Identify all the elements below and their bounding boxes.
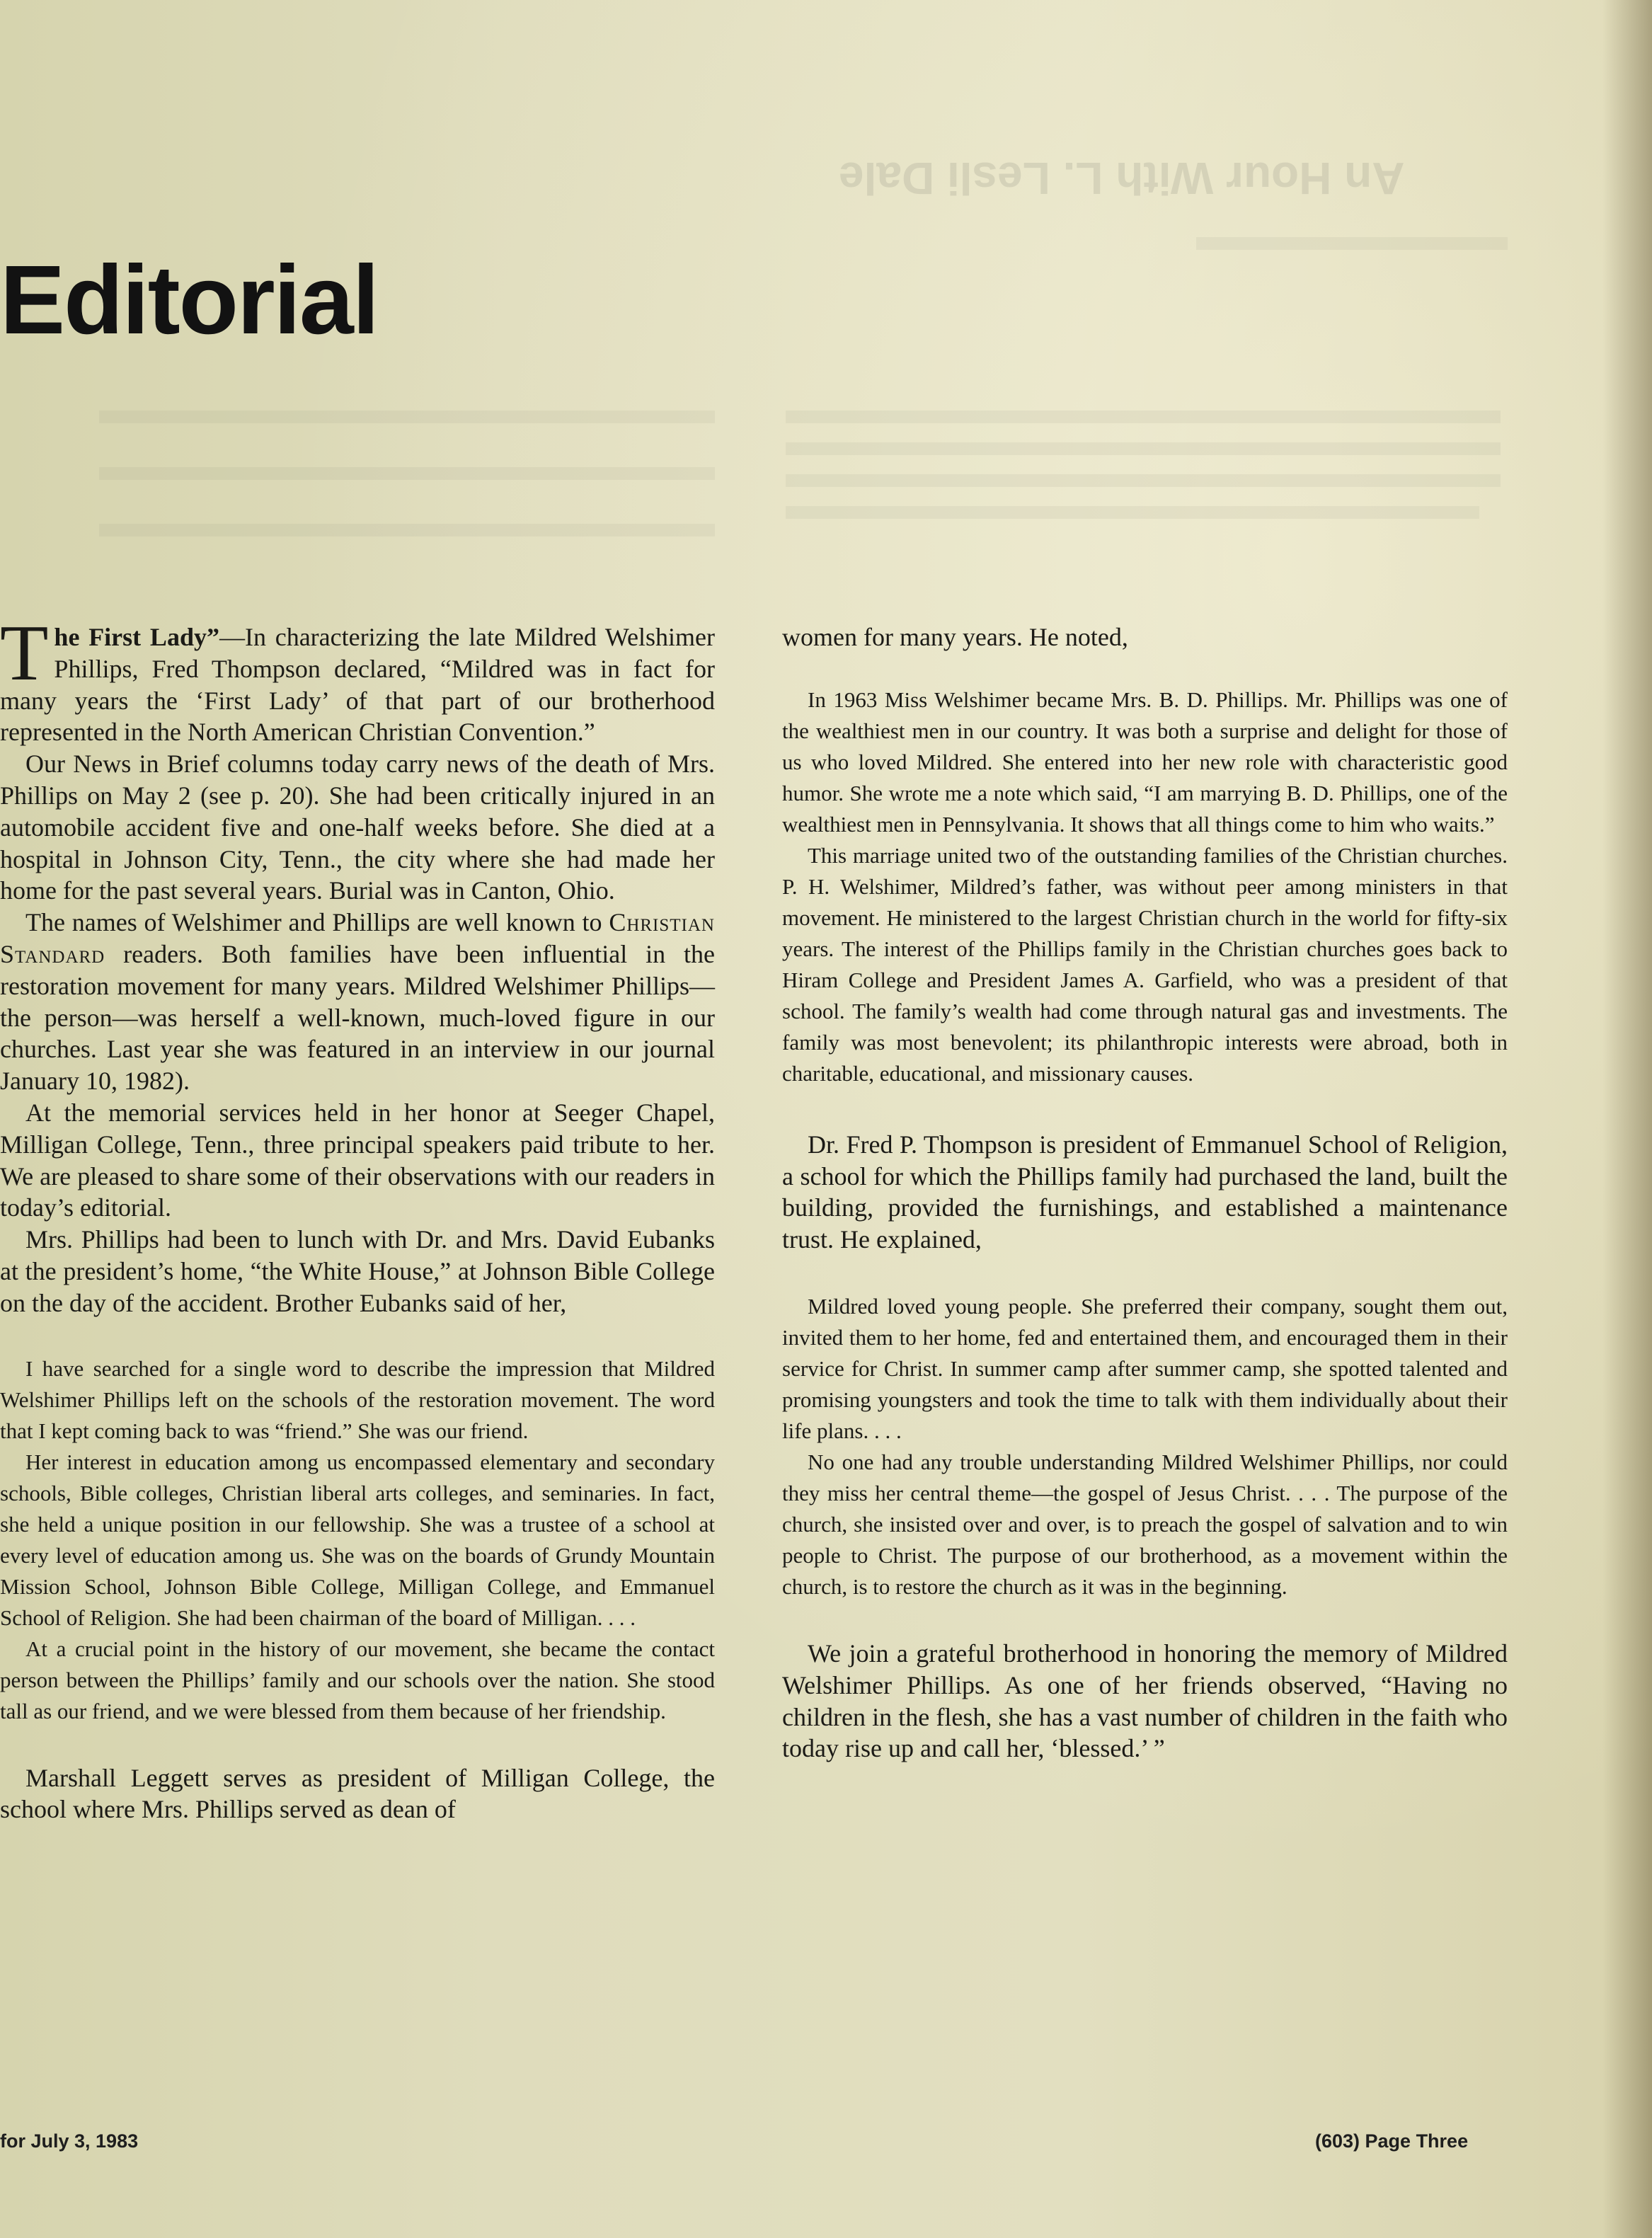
quote-paragraph: Her interest in education among us encompassed elementary and secondary schools, Bible colleges, Christian liberal arts colleges, and seminaries. In fact, she held a unique position in our fellowship. She was a trustee of a school at every level of education among us. She was on the boards of Grundy Mountain Mission School, Johnson Bible College, Milligan College, and Emmanuel School of Religion. She had been chairman of the board of Milligan. . . .	[0, 1449, 715, 1630]
publication-name: Christian Standard	[0, 908, 715, 968]
opening-paragraph	[0, 609, 715, 748]
families-text-a: The names of Welshimer and Phillips are well known to	[25, 908, 609, 937]
show-through-line	[786, 474, 1501, 487]
quote-paragraph: At a crucial point in the history of our movement, she became the contact person between the Phillips’ family and our schools over the nation. She stood tall as our friend, and we were blessed from them because of her friendship.	[0, 1636, 715, 1723]
show-through-title: An Hour With L. Lesli Dale	[839, 153, 1405, 204]
show-through-line	[99, 411, 715, 423]
quote-paragraph: Mildred loved young people. She preferred their company, sought them out, invited them to her home, fed and entertained them, and encouraged them in their service for Christ. In summer camp after summer camp, she spotted talented and promising youngsters and took the time to talk with them individually about their life plans. . . .	[782, 1293, 1508, 1443]
show-through-line	[99, 467, 715, 480]
lead-in: he First Lady”	[54, 623, 219, 651]
right-column	[782, 621, 1508, 1764]
page-curl-shadow	[1602, 0, 1652, 2238]
left-column	[0, 609, 715, 1825]
section-title: Editorial	[0, 246, 379, 355]
show-through-line	[99, 524, 715, 536]
opening-text: —In characterizing the late Mildred Welshimer Phillips, Fred Thompson declared, “Mildred was in fact for many years the ‘First Lady’ of that part of our brotherhood represented in the North American Christian Convention.”	[0, 623, 715, 747]
families-text-b: readers. Both families have been influential in the restoration movement for many years. Mildred Welshimer Phillips—the person—was herself a well-known, much-loved figure in our churches. Last year she was featured in an interview in our journal January 10, 1982).	[0, 939, 715, 1096]
paragraph-memorial: At the memorial services held in her honor at Seeger Chapel, Milligan College, Tenn., three principal speakers paid tribute to her. We are pleased to share some of their observations with our readers in today’s editorial.	[0, 1098, 715, 1222]
paragraph-closing: We join a grateful brotherhood in honoring the memory of Mildred Welshimer Phillips. As one of her friends observed, “Having no children in the flesh, she has a vast number of children in the faith who today rise up and call her, ‘blessed.’ ”	[782, 1639, 1508, 1763]
paragraph-leggett: Marshall Leggett serves as president of Milligan College, the school where Mrs. Phillips served as dean of	[0, 1763, 715, 1824]
paragraph-families	[0, 907, 715, 1097]
thompson-quote	[782, 1291, 1508, 1602]
show-through-line	[786, 506, 1479, 519]
show-through-line	[786, 442, 1501, 455]
paragraph-thompson: Dr. Fred P. Thompson is president of Emmanuel School of Religion, a school for which the Phillips family had purchased the land, built the building, provided the furnishings, and established a maintenance trust. He explained,	[782, 1130, 1508, 1254]
quote-paragraph: This marriage united two of the outstanding families of the Christian churches. P. H. Welshimer, Mildred’s father, was without peer among ministers in that movement. He ministered to the largest Christian church in the world for fifty-six years. The interest of the Phillips family in the Christian churches goes back to Hiram College and President James A. Garfield, who was a president of that school. The family’s wealth had come through natural gas and investments. The family was most benevolent; its philanthropic interests were abroad, both in charitable, educational, and missionary causes.	[782, 842, 1508, 1086]
paragraph-noted: women for many years. He noted,	[782, 623, 1128, 651]
quote-paragraph: I have searched for a single word to describe the impression that Mildred Welshimer Phillips left on the schools of the restoration movement. The word that I kept coming back to was “friend.” She was our friend.	[0, 1355, 715, 1443]
quote-paragraph: No one had any trouble understanding Mildred Welshimer Phillips, nor could they miss her central theme—the gospel of Jesus Christ. . . . The purpose of the church, she insisted over and over, is to preach the gospel of salvation and to win people to Christ. The purpose of our brotherhood, as a movement within the church, is to restore the church as it was in the beginning.	[782, 1449, 1508, 1599]
footer-page-number: (603) Page Three	[1315, 2130, 1469, 2152]
paragraph-eubanks: Mrs. Phillips had been to lunch with Dr. and Mrs. David Eubanks at the president’s home, “the White House,” at Johnson Bible College on the day of the accident. Brother Eubanks said of her,	[0, 1225, 715, 1317]
leggett-quote	[782, 684, 1508, 1089]
show-through-line	[786, 411, 1501, 423]
show-through-line	[1196, 237, 1508, 250]
footer-date: for July 3, 1983	[0, 2130, 139, 2152]
paragraph-news: Our News in Brief columns today carry news of the death of Mrs. Phillips on May 2 (see p. 20). She had been critically injured in an automobile accident five and one-half weeks before. She died at a hospital in Johnson City, Tenn., the city where she had made her home for the past several years. Burial was in Canton, Ohio.	[0, 750, 715, 905]
drop-cap: T	[0, 609, 49, 697]
quote-paragraph: In 1963 Miss Welshimer became Mrs. B. D. Phillips. Mr. Phillips was one of the wealthiest men in our country. It was both a surprise and delight for those of us who loved Mildred. She entered into her new role with characteristic good humor. She wrote me a note which said, “I am marrying B. D. Phillips, one of the wealthiest men in Pennsylvania. It shows that all things come to him who waits.”	[782, 687, 1508, 837]
eubanks-quote	[0, 1353, 715, 1727]
